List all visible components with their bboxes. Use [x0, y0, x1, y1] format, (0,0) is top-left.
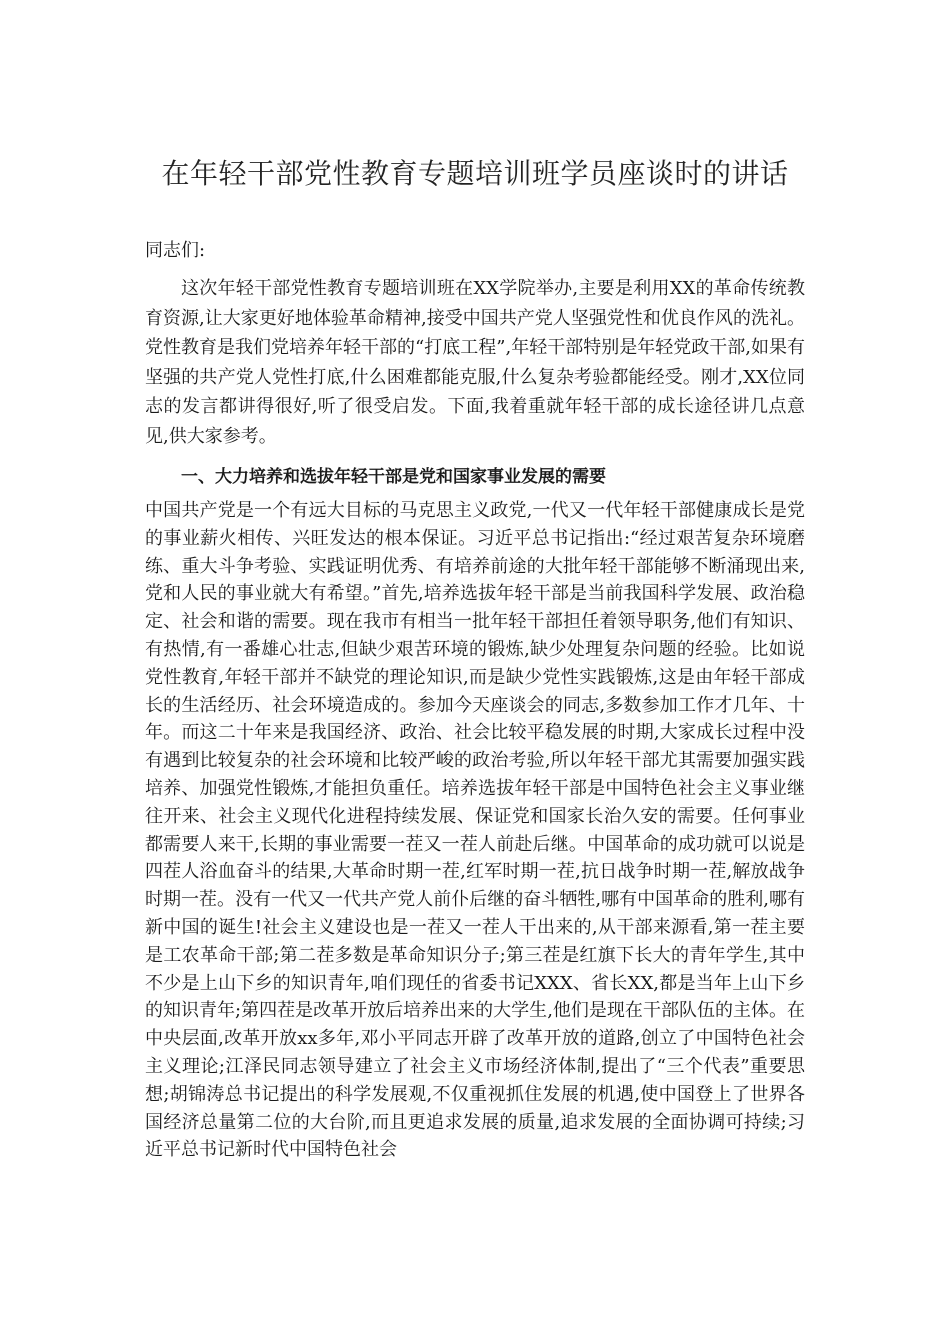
page-title: 在年轻干部党性教育专题培训班学员座谈时的讲话 [161, 157, 789, 190]
paragraph-intro: 这次年轻干部党性教育专题培训班在XX学院举办,主要是利用XX的革命传统教育资源,让大家更好地体验革命精神,接受中国共产党人坚强党性和优良作风的洗礼。党性教育是我们党培养年轻干部的“打底工程”,年轻干部特别是年轻党政干部,如果有坚强的共产党人党性打底,什么困难都能克服,什么复杂考验都能经受。刚才,XX位同志的发言都讲得很好,听了很受启发。下面,我着重就年轻干部的成长途径讲几点意见,供大家参考。 [145, 278, 805, 447]
paragraph-body: 中国共产党是一个有远大目标的马克思主义政党,一代又一代年轻干部健康成长是党的事业薪火相传、兴旺发达的根本保证。习近平总书记指出:“经过艰苦复杂环境磨练、重大斗争考验、实践证明优秀、有培养前途的大批年轻干部能够不断涌现出来,党和人民的事业就大有希望。”首先,培养选拔年轻干部是当前我国科学发展、政治稳定、社会和谐的需要。现在我市有相当一批年轻干部担任着领导职务,他们有知识、有热情,有一番雄心壮志,但缺少艰苦环境的锻炼,缺少处理复杂问题的经验。比如说党性教育,年轻干部并不缺党的理论知识,而是缺少党性实践锻炼,这是由年轻干部成长的生活经历、社会环境造成的。参加今天座谈会的同志,多数参加工作才几年、十年。而这二十年来是我国经济、政治、社会比较平稳发展的时期,大家成长过程中没有遇到比较复杂的社会环境和比较严峻的政治考验,所以年轻干部尤其需要加强实践培养、加强党性锻炼,才能担负重任。培养选拔年轻干部是中国特色社会主义事业继往开来、社会主义现代化进程持续发展、保证党和国家长治久安的需要。任何事业都需要人来干,长期的事业需要一茬又一茬人前赴后继。中国革命的成功就可以说是四茬人浴血奋斗的结果,大革命时期一茬,红军时期一茬,抗日战争时期一茬,解放战争时期一茬。没有一代又一代共产党人前仆后继的奋斗牺牲,哪有中国革命的胜利,哪有新中国的诞生!社会主义建设也是一茬又一茬人干出来的,从干部来源看,第一茬主要是工农革命干部;第二茬多数是革命知识分子;第三茬是红旗下长大的青年学生,其中不少是上山下乡的知识青年,咱们现任的省委书记XXX、省长XX,都是当年上山下乡的知识青年;第四茬是改革开放后培养出来的大学生,他们是现在干部队伍的主体。在中央层面,改革开放xx多年,邓小平同志开辟了改革开放的道路,创立了中国特色社会主义理论;江泽民同志领导建立了社会主义市场经济体制,提出了“三个代表”重要思想;胡锦涛总书记提出的科学发展观,不仅重视抓住发展的机遇,使中国登上了世界各国经济总量第二位的大台阶,而且更追求发展的质量,追求发展的全面协调可持续;习近平总书记新时代中国特色社会 [145, 500, 805, 1161]
section-heading: 一、大力培养和选拔年轻干部是党和国家事业发展的需要 [181, 467, 606, 487]
salutation: 同志们: [145, 240, 206, 261]
